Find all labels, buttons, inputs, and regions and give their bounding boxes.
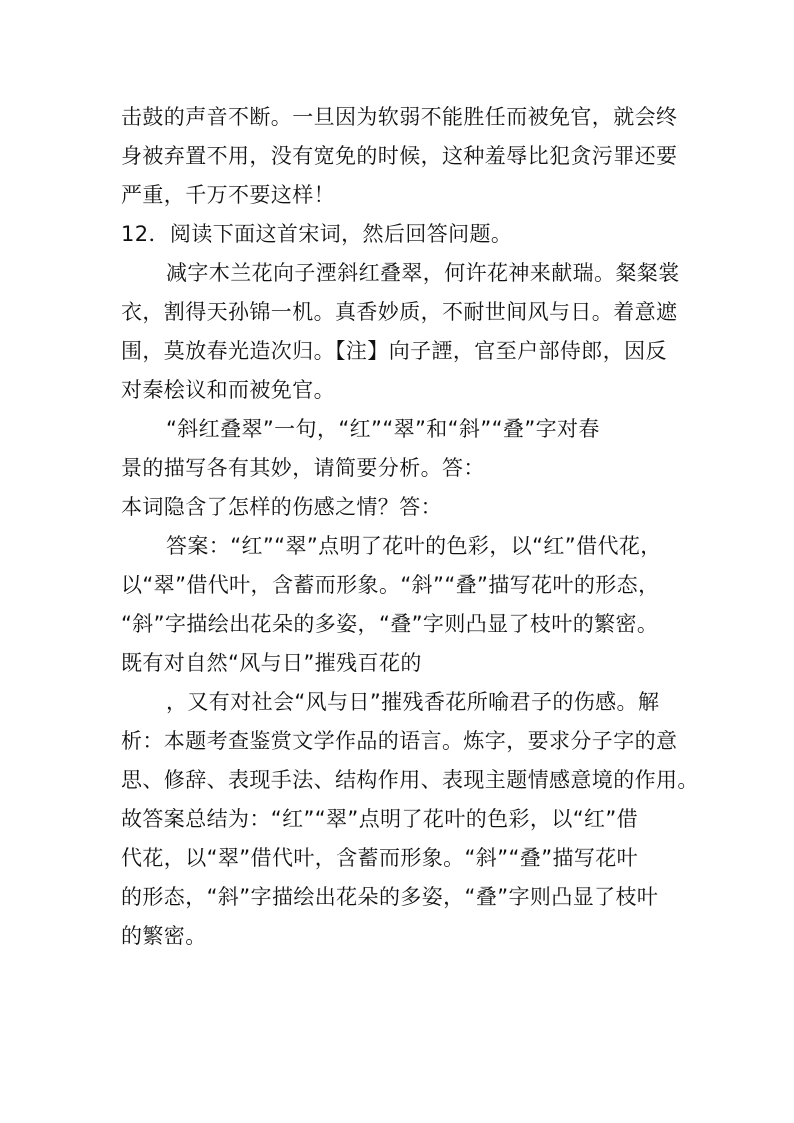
answer-line-3: “斜”字描绘出花朵的多姿，“叠”字则凸显了枝叶的繁密。: [121, 612, 659, 636]
question-1-line-1: “斜红叠翠”一句，“红”“翠”和“斜”“叠”字对春: [166, 417, 600, 441]
analysis-line-1: ，又有对社会“风与日”摧残香花所喻君子的伤感。解: [166, 690, 660, 714]
analysis-line-6: 的形态，“斜”字描绘出花朵的多姿，“叠”字则凸显了枝叶: [121, 885, 659, 909]
answer-line-2: 以“翠”借代叶，含蓄而形象。“斜”“叠”描写花叶的形态，: [121, 573, 660, 597]
analysis-line-7: 的繁密。: [121, 924, 207, 948]
question-1-line-2: 景的描写各有其妙，请简要分析。答：: [121, 456, 485, 480]
text-line-1: 击鼓的声音不断。一旦因为软弱不能胜任而被免官，就会终: [121, 105, 678, 129]
analysis-line-3: 思、修辞、表现手法、结构作用、表现主题情感意境的作用。: [121, 768, 699, 792]
answer-line-1: 答案：“红”“翠”点明了花叶的色彩，以“红”借代花，: [166, 534, 662, 558]
analysis-line-4: 故答案总结为：“红”“翠”点明了花叶的色彩，以“红”借: [121, 807, 639, 831]
poem-line-1: 减字木兰花向子湮斜红叠翠，何许花神来献瑞。粲粲裳: [166, 261, 680, 285]
analysis-line-2: 析：本题考查鉴赏文学作品的语言。炼字，要求分子字的意: [121, 729, 678, 753]
question-heading: 12．阅读下面这首宋词，然后回答问题。: [121, 222, 513, 246]
question-2: 本词隐含了怎样的伤感之情？答：: [121, 495, 442, 519]
analysis-line-5: 代花，以“翠”借代叶，含蓄而形象。“斜”“叠”描写花叶: [121, 846, 639, 870]
poem-line-3: 围，莫放春光造次归。【注】向子諲，官至户部侍郎，因反: [121, 339, 667, 363]
poem-line-2: 衣，割得天孙锦一机。真香妙质，不耐世间风与日。着意遮: [121, 300, 678, 324]
answer-line-4: 既有对自然“风与日”摧残百花的: [121, 651, 422, 675]
text-line-3: 严重，千万不要这样！: [121, 183, 335, 207]
poem-line-4: 对秦桧议和而被免官。: [121, 378, 335, 402]
text-line-2: 身被弃置不用，没有宽免的时候，这种羞辱比犯贪污罪还要: [121, 144, 678, 168]
